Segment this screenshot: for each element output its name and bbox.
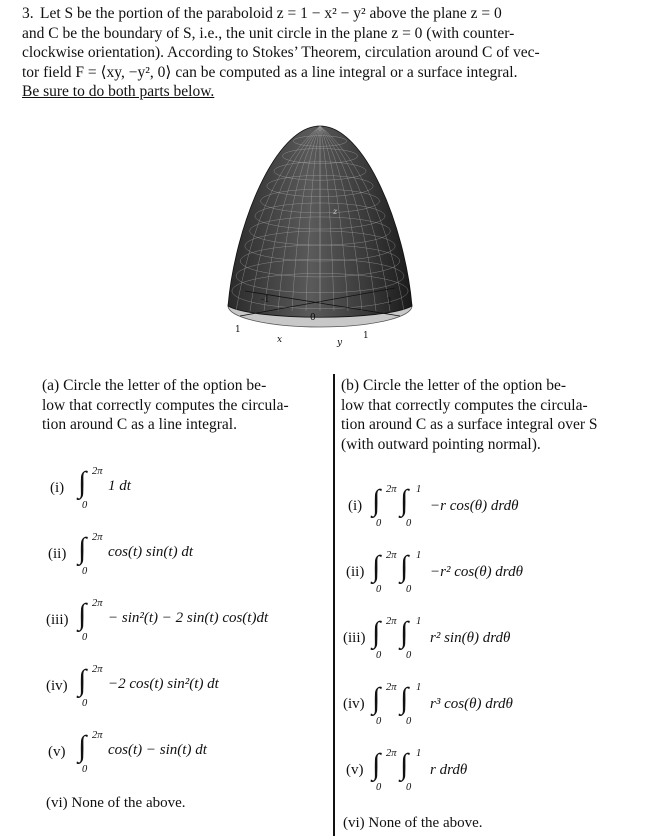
part-a-option-ii[interactable]: (ii) ∫ 2π 0 cos(t) sin(t) dt: [48, 532, 193, 577]
part-b-option-ii[interactable]: (ii) ∫ 2π 0 ∫ 1 0 −r² cos(θ) drdθ: [346, 550, 523, 595]
part-a-option-iv[interactable]: (iv) ∫ 2π 0 −2 cos(t) sin²(t) dt: [46, 664, 219, 709]
problem-number: 3.: [22, 5, 34, 22]
tick-neg-one: -1: [261, 295, 270, 305]
tick-y-one: 1: [363, 331, 369, 341]
tick-x-one: 1: [235, 325, 241, 335]
part-b-header: (b) Circle the letter of the option be- low that correctly computes the circula- tion around C as a surface integral over S (with outward pointing normal).: [341, 377, 598, 453]
problem-line-4: tor field F = ⟨xy, −y², 0⟩ can be computed as a line integral or a surface integral.: [22, 63, 518, 81]
z-axis-label: z: [333, 207, 338, 216]
problem-line-1: 3. Let S be the portion of the paraboloid z = 1 − x² − y² above the plane z = 0: [22, 5, 502, 22]
y-axis-label: y: [337, 338, 343, 348]
part-b-option-i[interactable]: (i) ∫ 2π 0 ∫ 1 0 −r cos(θ) drdθ: [348, 484, 519, 529]
problem-statement: [22, 4, 632, 102]
tick-one-right: 1: [387, 297, 393, 307]
part-a-option-iii[interactable]: (iii) ∫ 2π 0 − sin²(t) − 2 sin(t) cos(t)dt: [46, 598, 269, 643]
paraboloid-figure: [215, 116, 425, 356]
tick-zero: 0: [310, 313, 316, 323]
problem-line-2: and C be the boundary of S, i.e., the unit circle in the plane z = 0 (with counter-: [22, 24, 515, 42]
problem-instruction: Be sure to do both parts below.: [22, 83, 215, 100]
part-b-option-v[interactable]: (v) ∫ 2π 0 ∫ 1 0 r drdθ: [346, 748, 468, 793]
x-axis-label: x: [277, 335, 283, 345]
part-b-option-iv[interactable]: (iv) ∫ 2π 0 ∫ 1 0 r³ cos(θ) drdθ: [343, 682, 513, 727]
part-b-option-vi[interactable]: (vi) None of the above.: [343, 815, 483, 831]
problem-line-3: clockwise orientation). According to Stokes’ Theorem, circulation around C of vec-: [22, 44, 540, 61]
part-a-header: (a) Circle the letter of the option be- low that correctly computes the circula- tion around C as a line integral.: [42, 377, 289, 433]
part-b-option-iii[interactable]: (iii) ∫ 2π 0 ∫ 1 0 r² sin(θ) drdθ: [343, 616, 511, 661]
part-a-option-i[interactable]: (i) ∫ 2π 0 1 dt: [50, 466, 131, 511]
column-divider: [333, 374, 335, 836]
part-a-option-vi[interactable]: (vi) None of the above.: [46, 795, 186, 811]
part-a-option-v[interactable]: (v) ∫ 2π 0 cos(t) − sin(t) dt: [48, 730, 207, 775]
